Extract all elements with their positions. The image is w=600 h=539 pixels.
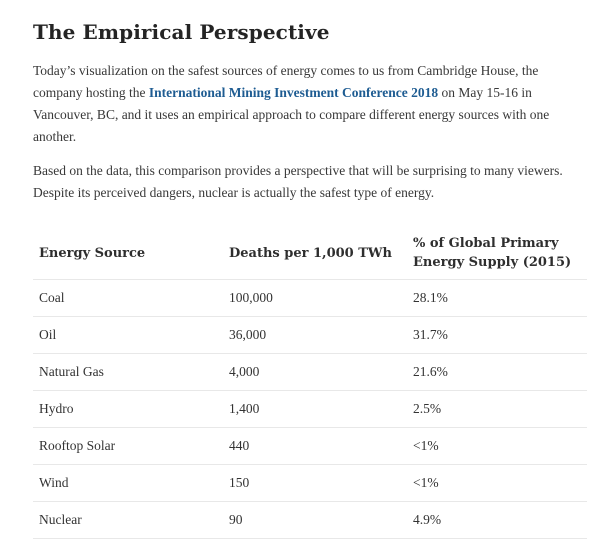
intro-paragraph — [33, 60, 573, 148]
cell-deaths: 150 — [223, 465, 407, 502]
table-row — [33, 428, 587, 465]
cell-energy-source: Hydro — [33, 391, 223, 428]
intro-text-before-link: Today’s visualization on the safest sources of energy comes to us from Cambridge House, the company hosting the — [33, 63, 539, 100]
summary-paragraph: Based on the data, this comparison provides a perspective that will be surprising to many viewers. Despite its perceived dangers, nuclear is actually the safest type of energy. — [33, 163, 563, 200]
cell-supply: <1% — [407, 428, 587, 465]
cell-energy-source: Natural Gas — [33, 354, 223, 391]
cell-supply: 31.7% — [407, 317, 587, 354]
table-row — [33, 391, 587, 428]
table-row — [33, 317, 587, 354]
cell-energy-source: Wind — [33, 465, 223, 502]
cell-deaths: 90 — [223, 502, 407, 539]
intro-text-after-link: on May 15-16 in Vancouver, BC, and it uses an empirical approach to compare different energy sources with one another. — [33, 85, 550, 144]
cell-deaths: 100,000 — [223, 280, 407, 317]
table-header-row — [33, 228, 587, 280]
column-header-deaths: Deaths per 1,000 TWh — [223, 228, 407, 280]
cell-supply: 2.5% — [407, 391, 587, 428]
cell-supply: 21.6% — [407, 354, 587, 391]
energy-safety-table — [33, 228, 587, 539]
cell-energy-source: Coal — [33, 280, 223, 317]
cell-supply: 28.1% — [407, 280, 587, 317]
column-header-energy-source: Energy Source — [33, 228, 223, 280]
cell-energy-source: Rooftop Solar — [33, 428, 223, 465]
cell-supply: <1% — [407, 465, 587, 502]
cell-deaths: 4,000 — [223, 354, 407, 391]
cell-deaths: 440 — [223, 428, 407, 465]
table-row — [33, 280, 587, 317]
cell-deaths: 36,000 — [223, 317, 407, 354]
conference-link[interactable]: International Mining Investment Conference 2018 — [148, 85, 439, 100]
cell-energy-source: Oil — [33, 317, 223, 354]
column-header-supply: % of Global Primary Energy Supply (2015) — [407, 228, 587, 280]
table-row — [33, 502, 587, 539]
cell-deaths: 1,400 — [223, 391, 407, 428]
cell-energy-source: Nuclear — [33, 502, 223, 539]
cell-supply: 4.9% — [407, 502, 587, 539]
table-row — [33, 465, 587, 502]
page-title: The Empirical Perspective — [33, 20, 330, 44]
table-row — [33, 354, 587, 391]
